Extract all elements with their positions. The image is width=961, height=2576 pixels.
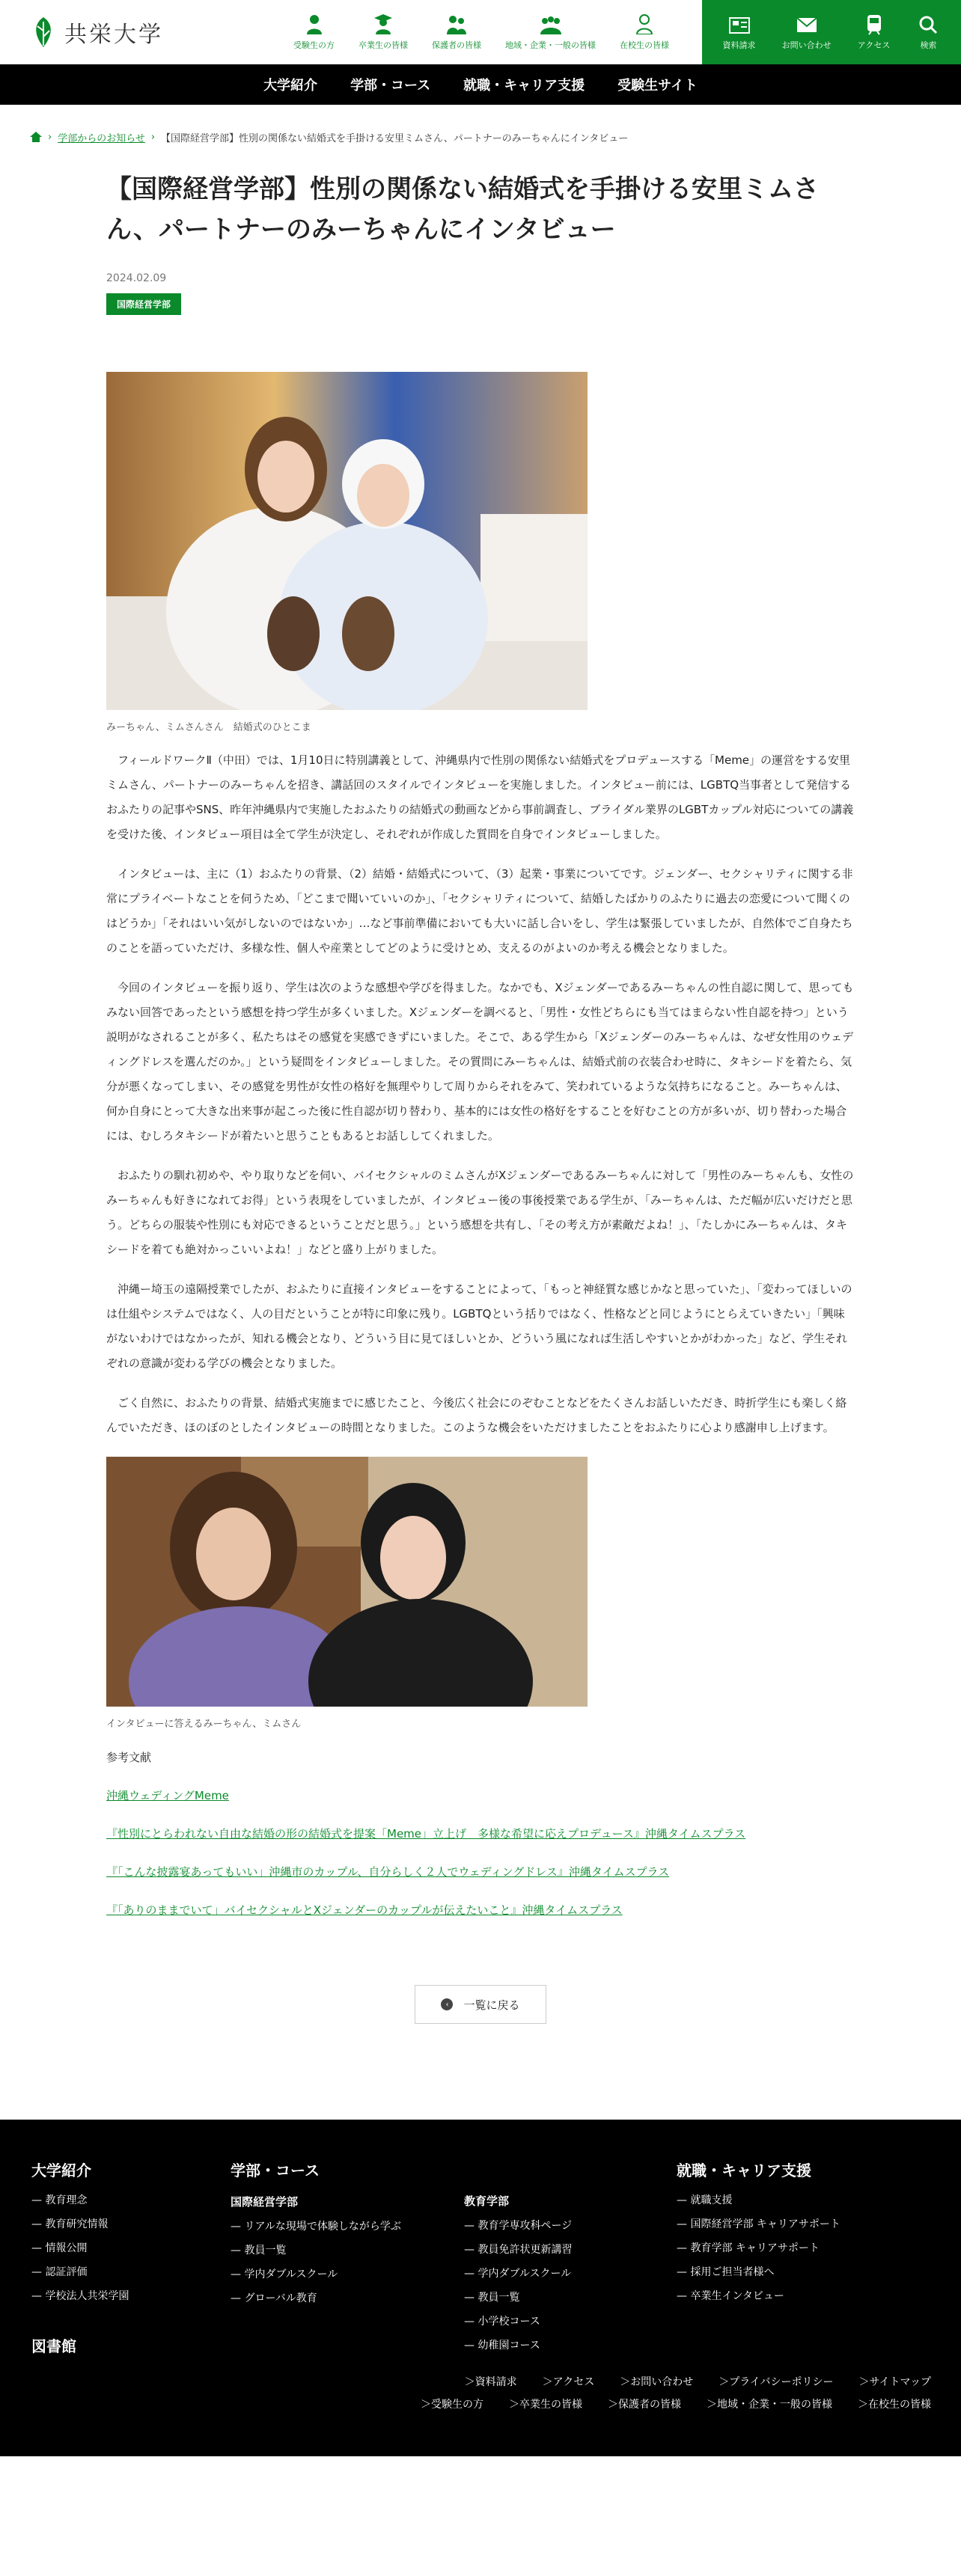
footer-link[interactable]: — 国際経営学部 キャリアサポート: [677, 2216, 841, 2231]
back-to-list-button[interactable]: [415, 1985, 546, 2024]
community-icon: [540, 13, 561, 34]
footer-link[interactable]: — 認証評価: [31, 2264, 129, 2279]
footer-link[interactable]: — 卒業生インタビュー: [677, 2288, 841, 2303]
logo-leaf-icon: [28, 16, 58, 49]
footer-link[interactable]: — 教員免許状更新講習: [464, 2242, 572, 2257]
footer-utility-link[interactable]: ＞お問い合わせ: [620, 2376, 694, 2388]
site-header: [0, 0, 961, 64]
nav-about[interactable]: 大学紹介: [263, 78, 318, 94]
nav-career[interactable]: 就職・キャリア支援: [463, 78, 585, 94]
footer-audience-link[interactable]: ＞地域・企業・一般の皆様: [707, 2399, 832, 2411]
home-icon[interactable]: [30, 132, 42, 142]
footer-link[interactable]: — 学校法人共栄学園: [31, 2288, 129, 2303]
audience-parents[interactable]: [432, 0, 481, 64]
train-icon: [862, 13, 886, 36]
breadcrumb-separator: ›: [48, 131, 52, 143]
reference-link[interactable]: 『「ありのままでいて」バイセクシャルとXジェンダーのカップルが伝えたいこと』沖縄タイムスプラス: [106, 1903, 623, 1917]
footer-col-about: [31, 2159, 129, 2356]
photo-caption: みーちゃん、ミムさんさん 結婚式のひとこま: [106, 722, 311, 733]
article-paragraph: 今回のインタビューを振り返り、学生は次のような感想や学びを得ました。なかでも、Xジェンダーであるみーちゃんの性自認に関して、思ってもみない回答であったという感想を持つ学生が多くいました。Xジェンダーを調べると、「男性・女性どちらにも当てはまらない性自認を持つ」という説明がなされることが多く、私たちはその感覚を実感できずにいました。そこで、ある学生から「Xジェンダーのみーちゃんは、なぜ女性用のウェディングドレスを選んだのか。」という疑問をインタビューしました。その質問にみーちゃんは、結婚式前の衣装合わせ時に、タキシードを着たら、気分が悪くなってしまい、その感覚を男性が女性の格好を無理やりして周りからそれをみて、笑われているような気持ちになること。みーちゃんは、何か自身にとって大きな出来事が起こった後に性自認が切り替わり、基本的には女性の格好をすることを好むことの方が多いが、切り替わった場合には、むしろタキシードが着たいと思うこともあるとお話ししてくれました。: [106, 981, 854, 1142]
article-paragraph: おふたりの馴れ初めや、やり取りなどを伺い、バイセクシャルのミムさんがXジェンダーであるみーちゃんに対して「男性のみーちゃんも、女性のみーちゃんも好きになれてお得」という表現をしていましたが、インタビュー後の事後授業である学生が、「みーちゃんは、ただ幅が広いだけだと思う。どちらの服装や性別にも対応できるということだと思う。」という感想を共有し、「その考え方が素敵だよね！」、「たしかにみーちゃんは、タキシードを着ても絶対かっこいいよね！」などと盛り上がりました。: [106, 1169, 854, 1256]
footer-utility-link[interactable]: ＞サイトマップ: [858, 2376, 931, 2388]
footer-audience-link[interactable]: ＞保護者の皆様: [608, 2399, 681, 2411]
article: [0, 169, 855, 2024]
mail-icon: [795, 13, 819, 36]
access-button[interactable]: [858, 13, 891, 51]
tool-label: お問い合わせ: [781, 40, 832, 50]
logo-text: 共栄大学: [64, 22, 163, 48]
article-paragraph: 沖縄ー埼玉の遠隔授業でしたが、おふたりに直接インタビューをすることによって、「もっと神経質な感じかなと思っていた」、「変わってほしいのは仕組やシステムではなく、人の目だということが特に印象に残り。LGBTQという括りではなく、性格などと同じようにとらえていきたい」「興味がないわけではなかったが、知れる機会となり、どういう目に見てほしいとか、どういう風になれば生活しやすいとかがわかった」など、学生それぞれの意識が変わる学びの機会となりました。: [106, 1282, 852, 1370]
request-materials-button[interactable]: [723, 13, 756, 51]
footer-subheading[interactable]: 国際経営学部: [231, 2195, 299, 2209]
footer-link[interactable]: — 採用ご担当者様へ: [677, 2264, 841, 2279]
footer-link[interactable]: — リアルな現場で体験しながら学ぶ: [231, 2218, 401, 2233]
current-student-icon: [634, 13, 655, 34]
footer-link[interactable]: — 教育理念: [31, 2192, 129, 2207]
tool-label: 検索: [920, 40, 937, 50]
footer-link[interactable]: — 幼稚園コース: [464, 2337, 572, 2352]
footer-link[interactable]: — 小学校コース: [464, 2313, 572, 2328]
footer-link[interactable]: — グローバル教育: [231, 2290, 401, 2305]
site-logo[interactable]: [0, 0, 247, 64]
audience-label: 地域・企業・一般の皆様: [505, 40, 596, 50]
footer-link[interactable]: — 学内ダブルスクール: [464, 2266, 572, 2280]
tool-label: 資料請求: [722, 40, 756, 50]
footer-audience-link[interactable]: ＞卒業生の皆様: [509, 2399, 582, 2411]
parents-icon: [446, 13, 467, 34]
reference-link[interactable]: 『「こんな披露宴あってもいい」沖縄市のカップル、自分らしく２人でウェディングドレス』沖縄タイムスプラス: [106, 1865, 670, 1879]
contact-button[interactable]: [782, 13, 832, 51]
footer-link[interactable]: — 教員一覧: [464, 2289, 572, 2304]
audience-prospective[interactable]: [293, 0, 335, 64]
audience-community[interactable]: [505, 0, 596, 64]
references-heading: 参考文献: [106, 1751, 152, 1764]
audience-label: 在校生の皆様: [620, 40, 669, 50]
category-badge[interactable]: 国際経営学部: [106, 293, 181, 315]
article-paragraph: インタビューは、主に（1）おふたりの背景、（2）結婚・結婚式について、（3）起業・事業についてです。ジェンダー、セクシャリティに関する非常にプライベートなことを伺うため、「どこまで聞いていいのか」、「セクシャリティについて、結婚したばかりのふたりに過去の恋愛について聞くのはどうか」「それはいい気がしないのではないか」…など事前準備においても大いに話し合いをし、学生は緊張していましたが、自然体でご自身たちのことを語っていただけ、多様な性、個人や産業としてどのように受けとめ、支えるのがよいのか考える機会となりました。: [106, 867, 853, 955]
footer-utility-link[interactable]: ＞アクセス: [542, 2376, 595, 2388]
breadcrumb-separator: ›: [150, 131, 156, 143]
footer-subheading[interactable]: 教育学部: [464, 2194, 510, 2208]
footer-utility-links: [0, 2374, 961, 2389]
reference-link[interactable]: 沖縄ウェディングMeme: [106, 1789, 229, 1802]
breadcrumb-parent[interactable]: 学部からのお知らせ: [58, 132, 145, 144]
audience-label: 卒業生の皆様: [359, 40, 408, 50]
article-title: 【国際経営学部】性別の関係ない結婚式を手掛ける安里ミムさん、パートナーのみーちゃんにインタビュー: [106, 174, 819, 245]
footer-link[interactable]: — 教育学専攻科ページ: [464, 2218, 572, 2233]
footer-col-education: [464, 2193, 572, 2352]
footer-audience-links: [0, 2396, 961, 2411]
footer-link[interactable]: — 情報公開: [31, 2240, 129, 2255]
photo-caption: インタビューに答えるみーちゃん、ミムさん: [106, 1719, 302, 1730]
footer-library[interactable]: 図書館: [31, 2337, 76, 2355]
arrow-left-icon: ‹: [441, 1998, 453, 2010]
audience-label: 受験生の方: [293, 40, 335, 50]
wedding-photo: [106, 372, 588, 710]
footer-audience-link[interactable]: ＞受験生の方: [421, 2399, 483, 2411]
footer-heading[interactable]: 就職・キャリア支援: [677, 2162, 811, 2179]
graduate-icon: [373, 13, 394, 34]
footer-audience-link[interactable]: ＞在校生の皆様: [858, 2399, 931, 2411]
site-footer: [0, 2120, 961, 2456]
search-button[interactable]: [916, 13, 940, 51]
breadcrumb: [0, 105, 961, 169]
footer-col-career: [677, 2159, 841, 2303]
back-label: 一覧に戻る: [463, 1998, 520, 2012]
nav-admissions[interactable]: 受験生サイト: [617, 78, 698, 94]
audience-nav: [247, 0, 702, 64]
article-paragraph: ごく自然に、おふたりの背景、結婚式実施までに感じたこと、今後広く社会にのぞむことなどをたくさんお話しいただき、時折学生にも楽しく絡んでいただき、ほのぼのとしたインタビューの時間となりました。このような機会をいただけましたことをおふたりに心より感謝申し上げます。: [106, 1396, 847, 1434]
footer-heading[interactable]: 大学紹介: [31, 2162, 91, 2179]
footer-utility-link[interactable]: ＞資料請求: [464, 2376, 517, 2388]
footer-link[interactable]: — 教員一覧: [231, 2242, 401, 2257]
nav-faculties[interactable]: 学部・コース: [350, 78, 431, 94]
footer-link[interactable]: — 学内ダブルスクール: [231, 2266, 401, 2281]
audience-current-students[interactable]: [620, 0, 669, 64]
footer-link[interactable]: — 教育研究情報: [31, 2216, 129, 2231]
breadcrumb-current: 【国際経営学部】性別の関係ない結婚式を手掛ける安里ミムさん、パートナーのみーちゃんにインタビュー: [161, 132, 629, 144]
interview-photo: [106, 1457, 588, 1707]
footer-col-faculties: [231, 2159, 401, 2305]
reference-link[interactable]: 『性別にとらわれない自由な結婚の形の結婚式を提案「Meme」立上げ 多様な希望に応えプロデュース』沖縄タイムスプラス: [106, 1827, 746, 1841]
audience-graduates[interactable]: [359, 0, 408, 64]
document-icon: [727, 13, 751, 36]
tool-label: アクセス: [857, 40, 891, 50]
search-icon: [916, 13, 940, 36]
article-paragraph: フィールドワークⅡ（中田）では、1月10日に特別講義として、沖縄県内で性別の関係ない結婚式をプロデュースする「Meme」の運営をする安里ミムさん、パートナーのみーちゃんを招き、講話回のスタイルでインタビューを実施しました。インタビュー前には、LGBTQ当事者として発信するおふたりの記事やSNS、昨年沖縄県内で実施したおふたりの結婚式の動画などから事前調査し、ブライダル業界のLGBTカップル対応についての講義を受けた後、インタビュー項目は全て学生が決定し、それぞれが作成した質問を自身でインタビューしました。: [106, 753, 854, 841]
footer-link[interactable]: — 就職支援: [677, 2192, 841, 2207]
audience-label: 保護者の皆様: [432, 40, 481, 50]
header-tools: [702, 0, 961, 64]
main-nav: [0, 64, 961, 105]
article-date: 2024.02.09: [106, 272, 167, 284]
footer-utility-link[interactable]: ＞プライバシーポリシー: [719, 2376, 834, 2388]
student-icon: [304, 13, 325, 34]
footer-heading[interactable]: 学部・コース: [231, 2162, 320, 2179]
footer-link[interactable]: — 教育学部 キャリアサポート: [677, 2240, 841, 2255]
